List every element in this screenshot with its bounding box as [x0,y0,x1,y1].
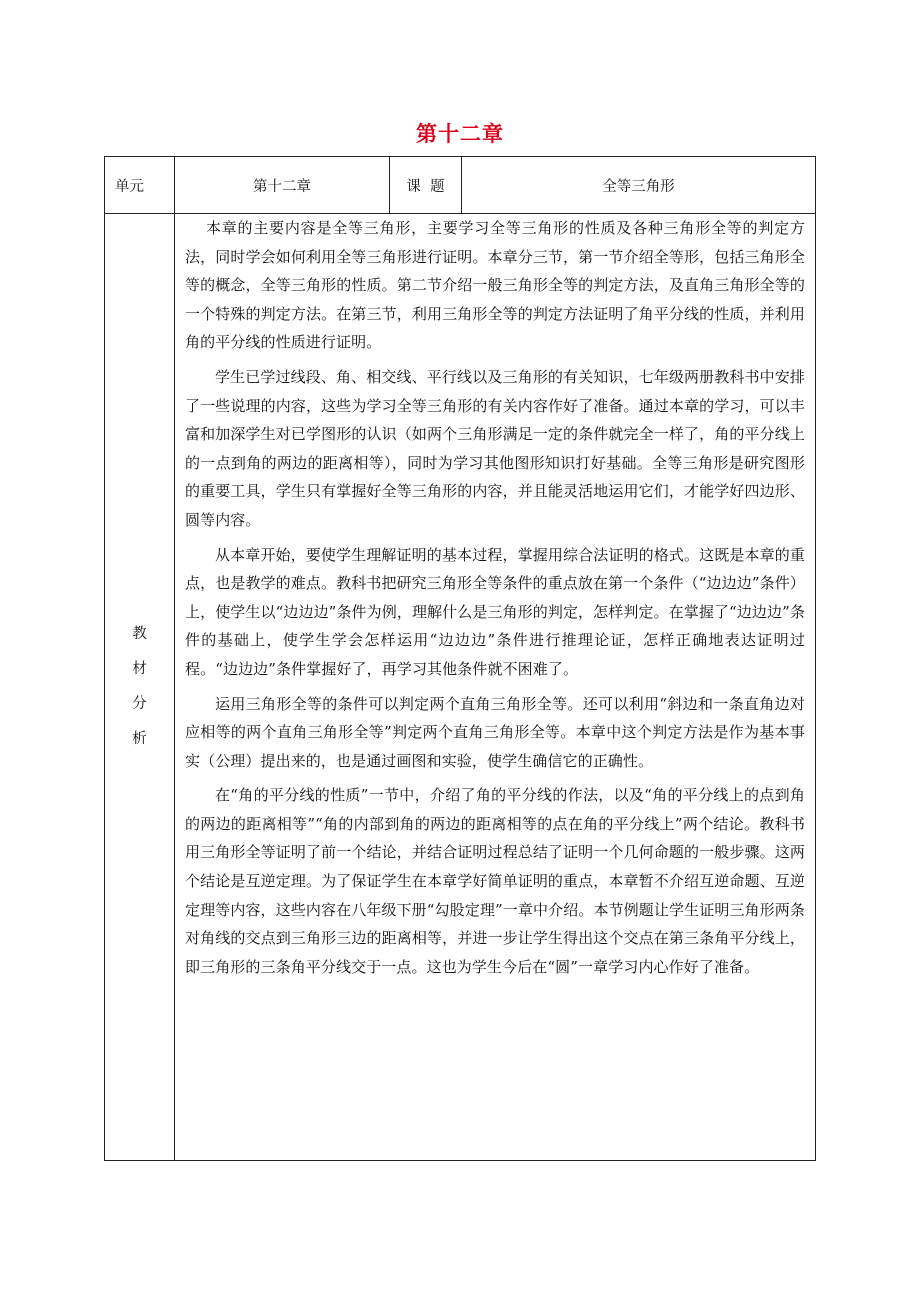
topic-value: 全等三角形 [462,157,816,214]
unit-value: 第十二章 [175,157,390,214]
analysis-label-char: 分 [132,696,147,712]
analysis-content-cell [175,214,816,1161]
analysis-label-char: 材 [132,661,147,677]
analysis-content [185,214,805,1160]
analysis-paragraph: 本章的主要内容是全等三角形，主要学习全等三角形的性质及各种三角形全等的判定方法，同时学会如何利用全等三角形进行证明。本章分三节，第一节介绍全等形，包括三角形全等的概念，全等三角形的性质。第二节介绍一般三角形全等的判定方法，及直角三角形全等的一个特殊的判定方法。在第三节，利用三角形全等的判定方法证明了角平分线的性质，并利用角的平分线的性质进行证明。 [185,219,805,352]
page-title: 第十二章 [416,122,504,146]
analysis-label-char: 教 [132,626,147,642]
analysis-paragraph: 在“角的平分线的性质”一节中，介绍了角的平分线的作法，以及“角的平分线上的点到角的两边的距离相等”“角的内部到角的两边的距离相等的点在角的平分线上”两个结论。教科书用三角形全等证明了前一个结论，并结合证明过程总结了证明一个几何命题的一般步骤。这两个结论是互逆定理。为了保证学生在本章学好简单证明的重点，本章暂不介绍互逆命题、互逆定理等内容，这些内容在八年级下册“勾股定理”一章中介绍。本节例题让学生证明三角形两条对角线的交点到三角形三边的距离相等，并进一步让学生得出这个交点在第三条角平分线上，即三角形的三条角平分线交于一点。这也为学生今后在“圆”一章学习内心作好了准备。 [185,786,805,976]
lesson-plan-table [104,156,816,1161]
topic-label: 课 题 [390,157,462,214]
analysis-paragraph: 从本章开始，要使学生理解证明的基本过程，掌握用综合法证明的格式。这既是本章的重点，也是教学的难点。教科书把研究三角形全等条件的重点放在第一个条件（“边边边”条件）上，使学生以“边边边”条件为例，理解什么是三角形的判定，怎样判定。在掌握了“边边边”条件的基础上，使学生学会怎样运用“边边边”条件进行推理论证，怎样正确地表达证明过程。“边边边”条件掌握好了，再学习其他条件就不困难了。 [185,545,805,678]
analysis-paragraph: 运用三角形全等的条件可以判定两个直角三角形全等。还可以利用“斜边和一条直角边对应相等的两个直角三角形全等”判定两个直角三角形全等。本章中这个判定方法是作为基本事实（公理）提出来的，也是通过画图和实验，使学生确信它的正确性。 [185,694,805,770]
analysis-label [105,214,175,1161]
analysis-row [105,214,816,1161]
unit-label: 单元 [105,157,175,214]
table-header-row [105,157,816,214]
analysis-paragraph: 学生已学过线段、角、相交线、平行线以及三角形的有关知识，七年级两册教科书中安排了一些说理的内容，这些为学习全等三角形的有关内容作好了准备。通过本章的学习，可以丰富和加深学生对已学图形的认识（如两个三角形满足一定的条件就完全一样了，角的平分线上的一点到角的两边的距离相等），同时为学习其他图形知识打好基础。全等三角形是研究图形的重要工具，学生只有掌握好全等三角形的内容，并且能灵活地运用它们，才能学好四边形、圆等内容。 [185,367,805,529]
analysis-label-char: 析 [132,731,147,747]
